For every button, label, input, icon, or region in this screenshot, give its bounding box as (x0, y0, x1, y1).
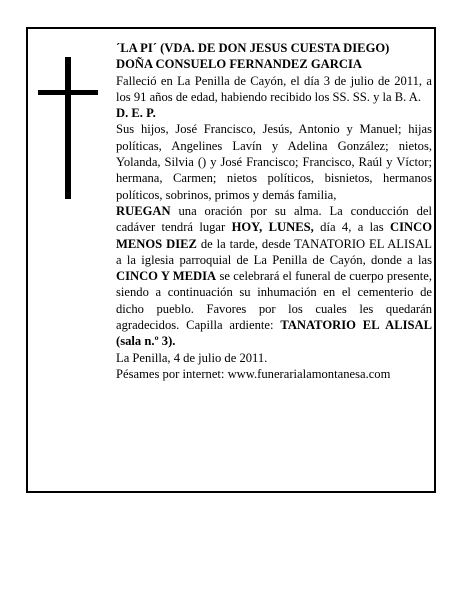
hoy-lunes-label: HOY, LUNES, (231, 220, 314, 235)
day-text: día 4, a las (313, 220, 391, 235)
obituary-text (116, 40, 432, 382)
death-paragraph: Falleció en La Penilla de Cayón, el día 3 de julio de 2011, a los 91 años de edad, habiendo recibido los SS. SS. y la B. A. (116, 73, 432, 104)
deceased-name: DOÑA CONSUELO FERNANDEZ GARCIA (116, 57, 362, 72)
tarde-text: de la tarde, desde TANATORIO EL ALISAL a la iglesia parroquial de La Penilla de Cayón, donde a las (116, 236, 432, 267)
ruegan-text: una oración por su alma. La conducción del cadáver tendrá lugar (116, 203, 432, 235)
obituary-notice-frame (26, 27, 436, 493)
cross-horizontal-bar (38, 90, 98, 95)
ceremony-paragraph (116, 203, 432, 350)
place-date-line: La Penilla, 4 de julio de 2011. (116, 350, 268, 365)
cinco-y-media-label: CINCO Y MEDIA (116, 269, 217, 284)
family-paragraph: Sus hijos, José Francisco, Jesús, Antonio y Manuel; hijas políticas, Angelines Lavín y Adelina González; nietos, Yolanda, Silvia () y José Francisco; Francisco, Raúl y Víctor; hermana, Carmen; nietos políticos, bisnietos, hermanos políticos, sobrinos, primos y demás familia, (116, 122, 432, 202)
cross-icon (38, 57, 98, 199)
tanatorio-label: TANATORIO EL ALISAL (sala n.º 3). (116, 318, 432, 349)
cinco-menos-diez-label: CINCO MENOS DIEZ (116, 220, 433, 251)
pesames-line: Pésames por internet: www.funerarialamontanesa.com (116, 366, 391, 381)
dep-line: D. E. P. (116, 106, 156, 121)
header-line-1: ´LA PI´ (VDA. DE DON JESUS CUESTA DIEGO) (116, 41, 390, 55)
cross-vertical-bar (65, 57, 71, 199)
funeral-text: se celebrará el funeral de cuerpo presente, siendo a continuación su inhumación en el cementerio de dicho pueblo. Favores por los cuales les quedarán agradecidos. Capilla ardiente: (116, 269, 432, 333)
ruegan-label: RUEGAN (116, 203, 171, 218)
